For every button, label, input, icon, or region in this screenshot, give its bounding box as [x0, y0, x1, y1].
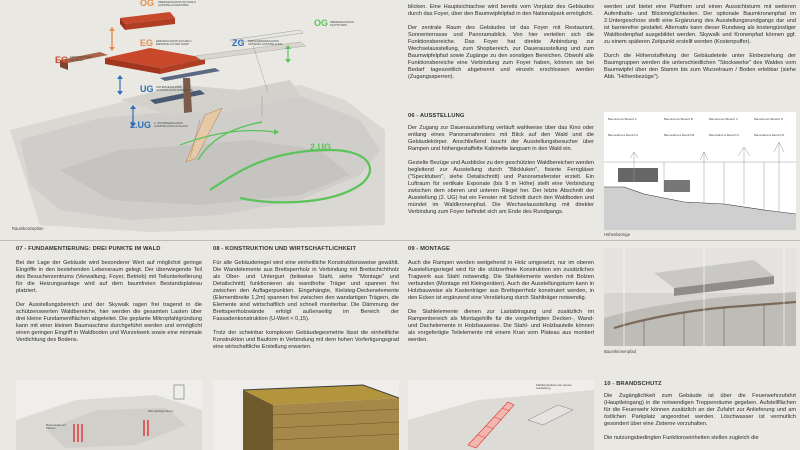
- label-og-green: OG: [314, 18, 329, 28]
- section-08-text: [213, 260, 399, 358]
- sublabel-2ug: 2. UNTERGESCHOSS AUSSTELLUNG AUSLAUF: [154, 121, 189, 129]
- section-label-8: Baumstämme Bereich D: [754, 133, 785, 137]
- right-paragraph-2: Durch die Höhenstaffelung der Gebäudeteile unter Einbeziehung der Baumgruppen werden die unterschiedlichen "Stockwerke" des Waldes vom Baumwipfel über den Stamm bis zum Wurzelraum / Boden erlebbar (siehe Abb. "Höhenbezüge").: [604, 53, 796, 80]
- section-07-paragraph-2: Der Ausstellungsbereich und der Skywalk ragen frei tragend in die schützenswerten Waldbereiche, hier werden die gesamten Lasten über drei kleine Fundamentflächen abgeleitet. Die geplante Mikropfahlgründung kann mit einer kleinen Baumaschine durchgeführt werden und ermöglicht einen geringen Eingriff in Waldboden und Wurzelwerk sowie eine minimale Verdichtung des Bodens.: [16, 302, 202, 343]
- foundation-sketch: [16, 380, 202, 450]
- section-label-6: Baumstämme Bereich B: [664, 133, 695, 137]
- construction-sketch: [213, 380, 399, 450]
- assembly-sketch: [408, 380, 594, 450]
- space-concept-diagram: [0, 0, 390, 235]
- foundation-drawing: [16, 380, 202, 450]
- intro-text: [408, 4, 594, 88]
- label-2ug-left: 2.UG: [130, 120, 152, 130]
- section-label-1: Baumkronen Bereich A: [608, 117, 637, 121]
- section-06-paragraph-2: Gezielte Bezüge und Ausblicke zu den geschützten Waldbereichen werden begleitend zur Ausstellung durch "Blickluken", fixierte Ferngläser ("Specktuben", siehe Detailschnitt) und Panoramafenster erzielt. Ein Luftraum für vertikale Exponate (bis 9 m Höhe) stellt eine Verbindung zwischen dem oberen und unteren Riegel her. Der letzte Abschnitt der Ausstellung (2. UG) hat ein Fenster mit Schnitt durch den Waldboden und mündet im Waldkronenpfad. Die Wechselausstellung mit direkter Verbindung zum Foyer befindet sich am Ende des Rundgangs.: [408, 160, 594, 215]
- label-zg: ZG: [232, 38, 245, 48]
- right-text: [604, 4, 796, 88]
- sublabel-eg-orange: ERDGESCHOSS ZUGANG / EMPFANG FOYER SHOP: [156, 39, 193, 47]
- right-paragraph-1: werden und bietet eine Plattform und einen Aussichtsturm mit weiteren Aufenthalts- und Blickmöglichkeiten. Der optionale Baumkronenpfad im 2.Untergeschoss stellt eine Ergänzung des Ausstellungsrundgangs dar und ist barrierefrei gestaltet. Alternativ kann dieser Rundweg als kostengünstiger Waldbodenpfad ausgebildet werden. Skywalk und Kronenpfad können ggf. zu einem späteren Zeitpunkt erstellt werden (Kostenpuffer).: [604, 4, 796, 45]
- sublabel-zg: ZWISCHENGESCHOSS SKYWALK AUSSTELLUNG: [248, 39, 283, 47]
- label-eg-orange: EG: [140, 38, 154, 48]
- render-drawing: [604, 248, 796, 346]
- heading-09: 09 - MONTAGE: [408, 246, 450, 252]
- treetop-walk-render: [604, 248, 796, 346]
- section-drawing: [604, 112, 796, 230]
- heading-07: 07 - FUNDAMENTIERUNG: DREI PUNKTE IM WALD: [16, 246, 161, 252]
- render-caption: Baumkronenpfad: [604, 349, 636, 354]
- section-label-5: Baumstämme Bereich A: [608, 133, 639, 137]
- label-ug: UG: [140, 84, 154, 94]
- terrain-axonometric: [0, 0, 390, 235]
- section-label-2: Baumkronen Bereich B: [664, 117, 693, 121]
- label-2ug-right: 2.UG: [310, 142, 332, 152]
- section-06-text: [408, 125, 594, 223]
- assembly-label: Stahlkonstruktion der oberen Ausstellung: [536, 383, 572, 391]
- heading-08: 08 - KONSTRUKTION UND WIRTSCHAFTLICHKEIT: [213, 246, 357, 252]
- foundation-label-2: Mikropfahlgründung: [148, 409, 173, 413]
- section-caption: Höhenbezüge: [604, 232, 631, 237]
- section-09-paragraph-2: Die Stahlelemente dienen zur Lastabtragung und zusätzlich im Rampenbereich als Montagehilfe für die vorgefertigten Decken-, Wand- und Dachelemente in Holzbauweise. Die Stahl- und Holzbauteile können als vorgefertigte Teilelemente mit einem Kran vom Plateau aus montiert werden.: [408, 309, 594, 343]
- diagram-caption: Raumkonzeption: [12, 226, 44, 231]
- section-label-3: Baumkronen Bereich C: [709, 117, 738, 121]
- section-10-paragraph-2: Die nutzungsbedingten Funktionseinheiten stellen zugleich die: [604, 435, 759, 441]
- divider: [0, 240, 800, 241]
- section-08-paragraph-2: Trotz der scheinbar komplexen Gebäudegeometrie lässt die einheitliche Konstruktion und Bauform in Verbindung mit dem hohen Vorfertigungsgrad eine wirtschaftliche Erstellung erwarten.: [213, 330, 399, 350]
- heading-06-ausstellung: 06 - AUSSTELLUNG: [408, 113, 465, 119]
- intro-paragraph-1: blicken. Eine Hauptsichtachse wird bereits vom Vorplatz des Gebäudes durch das Foyer, über den Baumwipfelpfad in den Nationalpark ermöglicht.: [408, 4, 594, 17]
- intro-paragraph-2: Der zentrale Raum des Gebäudes ist das Foyer mit Restaurant, Sonnenterrasse und Panoramablick. Von hier verteilen sich die Funktionsbereiche. Das Foyer hat direkte Anbindung zur Wechselausstellung, zum Shopbereich, zur Dauerausstellung und zum Baumwipfelpfad sowie Zugänge zu den sonstigen Bereichen. Obwohl alle Funktionsbereiche eine Verbindung zum Foyer haben, können sie bei Bedarf tageszeitlich abgetrennt und einzeln erschlossen werden (Zugangssperren).: [408, 25, 594, 80]
- sublabel-og-green: OBERGESCHOSS PLATTFORM: [330, 20, 354, 28]
- section-label-4: Baumkronen Bereich D: [754, 117, 783, 121]
- section-10-text: [604, 393, 796, 449]
- construction-drawing: [213, 380, 399, 450]
- sublabel-ug: UNTERGESCHOSS AUSSTELLUNG KABINETTE: [156, 85, 193, 93]
- section-label-7: Baumstämme Bereich C: [709, 133, 740, 137]
- label-eg-red: EG: [55, 55, 69, 65]
- section-09-paragraph-1: Auch die Rampen werden weitgehend in Holz umgesetzt, nur im oberen Ausstellungsriegel wird für die stützenfreie Konstruktion ein zusätzliches Tragwerk aus Stahl notwendig. Die Stahlelemente werden mit Bolzen verbunden (Montage mit Kleingeräten). Auch der Ausstellungsturm kann in Holzbauweise als Kastenträger aus Brettsperrholz konstruiert werden, in den Ecken ist ergänzend eine Verstärkung durch Stahlträger notwendig.: [408, 260, 594, 301]
- foundation-label-1: Bodenplatte auf Pfählen: [46, 423, 66, 431]
- section-06-paragraph-1: Der Zugang zur Dauerausstellung verläuft wahlweise über das Kino oder entlang eines Panoramafensters mit Blick auf den Wald und die Gebäudekörper. Anschließend taucht der Ausstellungsbesucher über Rampen und höhengestaffelte Kabinette langsam in den Wald ein.: [408, 125, 594, 152]
- section-07-paragraph-1: Bei der Lage der Gebäude wird besonderer Wert auf möglichst geringe Eingriffe in den bestehenden Lebensraum gelegt. Der überwiegende Teil des Besucherzentrums (Verwaltung, Foyer, Betrieb) mit Teilunterkellerung für die Heizungsanlage wird auf dem baumfreien Bestandsplateau platziert.: [16, 260, 202, 294]
- section-09-text: [408, 260, 594, 351]
- sublabel-eg-red: ERDGESCHOSS SKYWALK: [70, 55, 92, 63]
- heading-10: 10 - BRANDSCHUTZ: [604, 381, 662, 387]
- label-og-red: OG: [140, 0, 155, 8]
- section-10-paragraph-1: Die Zugänglichkeit zum Gebäude ist über die Feuerwehrzufahrt (Hauptleingang) in die notwendigen Treppenräume gegeben. Aufstellflächen für die Feuerwehr können zusätzlich an der Zufahrt zur Anlieferung und am östlichen Parkplatz angeordnet werden. Löschwasser ist vermutlich gesondert über eine Zisterne vorzuhalten.: [604, 393, 796, 427]
- section-08-paragraph-1: Für alle Gebäuderiegel wird eine einheitliche Konstruktionsweise gewählt. Die Wandelemente aus Brettsperrholz in Verbindung mit Brettschichtholz als Ober- und Untergurt (teilweise Stahl, siehe "Montage" und Detailschnitt) funktionieren als wandhohe Träger und spannen frei zwischen den Auflagerpunkten. Eingehängte, Kielsteg-Deckenelemente (Elementbreite 1,2m) spannen frei zwischen den wandartigen Trägern, die Elemente sind wirtschaftlich und schnell montierbar. Die Dämmung der Brettsperrholzwände erfolgt außenseitig im Bereich der Fassadenkonstruktion (U-Wert < 0,15).: [213, 260, 399, 322]
- sublabel-og-red: OBERGESCHOSS SKYWALK AUSSTELLUNGSTURM: [158, 0, 196, 8]
- section-07-text: [16, 260, 202, 351]
- height-relations-section: [604, 112, 796, 230]
